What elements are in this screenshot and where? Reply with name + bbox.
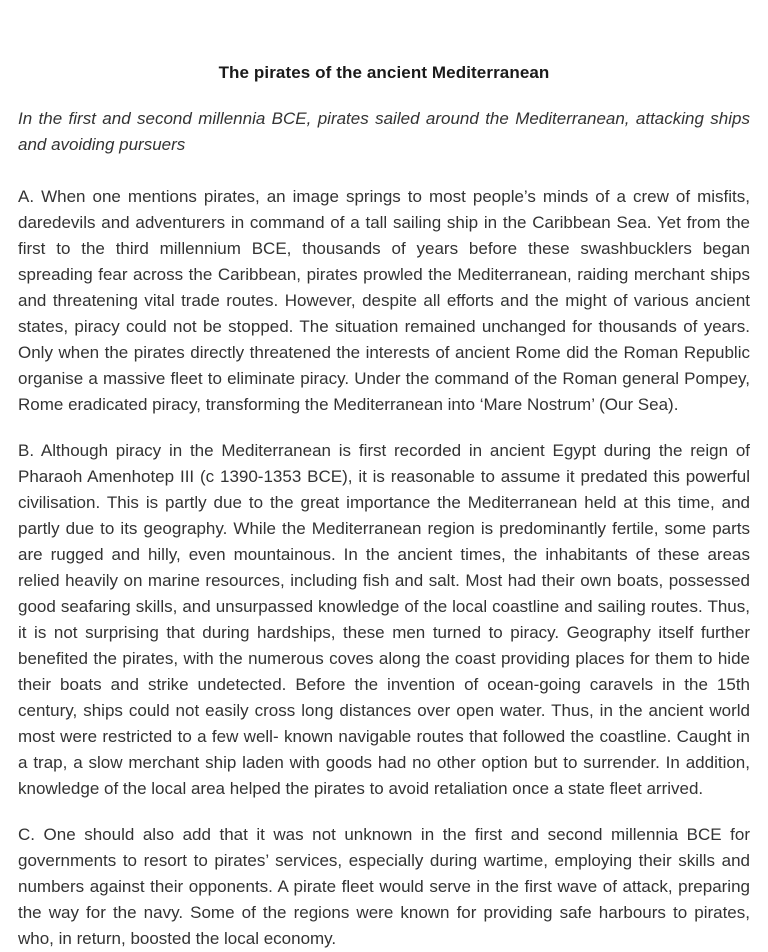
paragraph-c: C. One should also add that it was not unknown in the first and second millennia BCE for governments to resort to pirates’ services, especially during wartime, employing their skills and numbers against their opponents. A pirate fleet would serve in the first wave of attack, preparing the way for the navy. Some of the regions were known for providing safe harbours to pirates, who, in return, boosted the local economy. <box>18 825 750 948</box>
document-body <box>18 158 750 952</box>
paragraph-a: A. When one mentions pirates, an image springs to most people’s minds of a crew of misfits, daredevils and adventurers in command of a tall sailing ship in the Caribbean Sea. Yet from the first to the third millennium BCE, thousands of years before these swashbucklers began spreading fear across the Caribbean, pirates prowled the Mediterranean, raiding merchant ships and threatening vital trade routes. However, despite all efforts and the might of various ancient states, piracy could not be stopped. The situation remained unchanged for thousands of years. Only when the pirates directly threatened the interests of ancient Rome did the Roman Republic organise a massive fleet to eliminate piracy. Under the command of the Roman general Pompey, Rome eradicated piracy, transforming the Mediterranean into ‘Mare Nostrum’ (Our Sea). <box>18 187 750 414</box>
page-title: The pirates of the ancient Mediterranean <box>218 63 550 82</box>
paragraph-b: B. Although piracy in the Mediterranean is first recorded in ancient Egypt during the reign of Pharaoh Amenhotep III (c 1390-1353 BCE), it is reasonable to assume it predated this powerful civilisation. This is partly due to the great importance the Mediterranean held at this time, and partly due to its geography. While the Mediterranean region is predominantly fertile, some parts are rugged and hilly, even mountainous. In the ancient times, the inhabitants of these areas relied heavily on marine resources, including fish and salt. Most had their own boats, possessed good seafaring skills, and unsurpassed knowledge of the local coastline and sailing routes. Thus, it is not surprising that during hardships, these men turned to piracy. Geography itself further benefited the pirates, with the numerous coves along the coast providing places for them to hide their boats and strike undetected. Before the invention of ocean-going caravels in the 15th century, ships could not easily cross long distances over open water. Thus, in the ancient world most were restricted to a few well- known navigable routes that followed the coastline. Caught in a trap, a slow merchant ship laden with goods had no other option but to surrender. In addition, knowledge of the local area helped the pirates to avoid retaliation once a state fleet arrived. <box>18 441 750 798</box>
document-subtitle: In the first and second millennia BCE, pirates sailed around the Mediterranean, attacking ships and avoiding pursuers <box>18 109 750 154</box>
